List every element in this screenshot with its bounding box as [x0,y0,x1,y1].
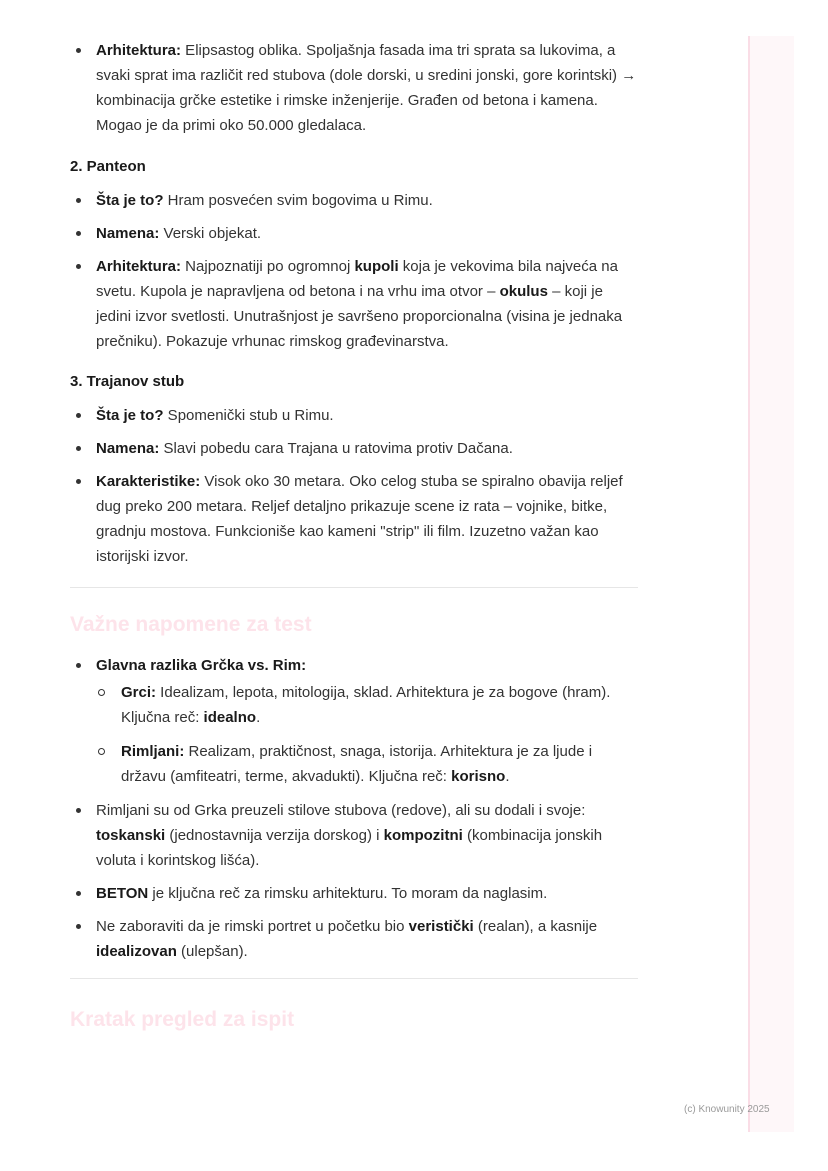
bold-keyword: idealizovan [96,943,177,960]
bold-keyword: okulus [499,283,548,300]
list-item [70,469,638,569]
bold-label: Namena: [96,440,160,457]
bold-keyword: kompozitni [383,827,463,844]
summary-heading: Kratak pregled za ispit [70,1008,295,1031]
notes-list [70,653,638,964]
item-text: (ulepšan). [176,943,248,960]
list-item [70,914,638,964]
bold-label: Arhitektura: [96,258,182,275]
list-item [70,254,638,354]
colosseum-list [70,38,638,138]
item-text: (kombinacija jonskih voluta i korintskog lišća). [96,827,603,869]
item-text: Ne zaboraviti da je rimski portret u početku bio [96,918,409,935]
bold-label: Šta je to? [96,407,164,424]
sub-list [96,680,638,789]
item-text: Visok oko 30 metara. Oko celog stuba se spiralno obavija reljef dug preko 200 metara. Reljef detaljno prikazuje scene iz rata – vojnike, bitke, gradnju mostova. Funkcioniše kao kameni "strip" ili film. Izuzetno važan kao istorijski izvor. [96,473,623,565]
list-item [70,403,638,428]
list-item [70,188,638,213]
item-text: Rimljani su od Grka preuzeli stilove stubova (redove), ali su dodali i svoje: [96,802,586,819]
document-content [70,38,638,1032]
item-text: Verski objekat. [159,225,262,242]
bold-keyword: kupoli [354,258,399,275]
bold-label: Glavna razlika Grčka vs. Rim: [96,657,307,674]
bold-label: Grci: [121,684,157,701]
bold-keyword: toskanski [96,827,166,844]
sub-list-item: Grci: Idealizam, lepota, mitologija, sklad. Arhitektura je za bogove (hram). Ključna reč: idealno. [96,680,638,730]
panteon-list [70,188,638,354]
item-text: Spomenički stub u Rimu. [163,407,334,424]
trajan-list [70,403,638,569]
item-text: je ključna reč za rimsku arhitekturu. To moram da naglasim. [148,885,548,902]
bold-label: Šta je to? [96,192,164,209]
copyright-footer: (c) Knowunity 2025 [684,1104,770,1115]
notes-heading: Važne napomene za test [70,613,312,636]
bold-keyword: korisno [451,768,506,785]
right-margin-strip [748,36,794,1132]
item-text: Hram posvećen svim bogovima u Rimu. [163,192,433,209]
list-item [70,436,638,461]
item-text: (jednostavnija verzija dorskog) i [165,827,384,844]
list-item [70,221,638,246]
item-text: Elipsastog oblika. Spoljašnja fasada ima tri sprata sa lukovima, a svaki sprat ima različit red stubova (dole dorski, u sredini jonski, gore korintski) → kombinacija grčke estetike i rimske inženjerije. Građen od betona i kamena. Mogao je da primi oko 50.000 gledalaca. [96,42,637,134]
list-item [70,38,638,138]
divider [70,587,638,588]
item-text: – koji je jedini izvor svetlosti. Unutrašnjost je savršeno proporcionalna (visina je jednaka prečniku). Pokazuje vrhunac rimskog građevinarstva. [96,283,623,350]
bold-label: Namena: [96,225,160,242]
bold-keyword: veristički [408,918,474,935]
bold-label: Arhitektura: [96,42,182,59]
list-item [70,881,638,906]
bold-keyword: idealno [203,709,257,726]
item-text: Slavi pobedu cara Trajana u ratovima protiv Dačana. [159,440,513,457]
divider [70,978,638,979]
item-text: Najpoznatiji po ogromnoj [181,258,355,275]
list-item [70,653,638,789]
list-item [70,798,638,873]
item-text: koja je vekovima bila najveća na svetu. Kupola je napravljena od betona i na vrhu ima otvor – [96,258,618,300]
bold-label: Karakteristike: [96,473,201,490]
item-text: Realizam, praktičnost, snaga, istorija. Arhitektura je za ljude i državu (amfiteatri, terme, akvadukti). Ključna reč: [121,743,593,785]
sub-list-item: Rimljani: Realizam, praktičnost, snaga, istorija. Arhitektura je za ljude i državu (amfiteatri, terme, akvadukti). Ključna reč: korisno. [96,739,638,789]
section-heading-trajan: 3. Trajanov stub [70,373,185,390]
section-heading-panteon: 2. Panteon [70,158,146,175]
bold-label: Rimljani: [121,743,185,760]
item-text: Idealizam, lepota, mitologija, sklad. Arhitektura je za bogove (hram). Ključna reč: [121,684,611,726]
item-text: (realan), a kasnije [473,918,598,935]
bold-keyword: BETON [96,885,149,902]
